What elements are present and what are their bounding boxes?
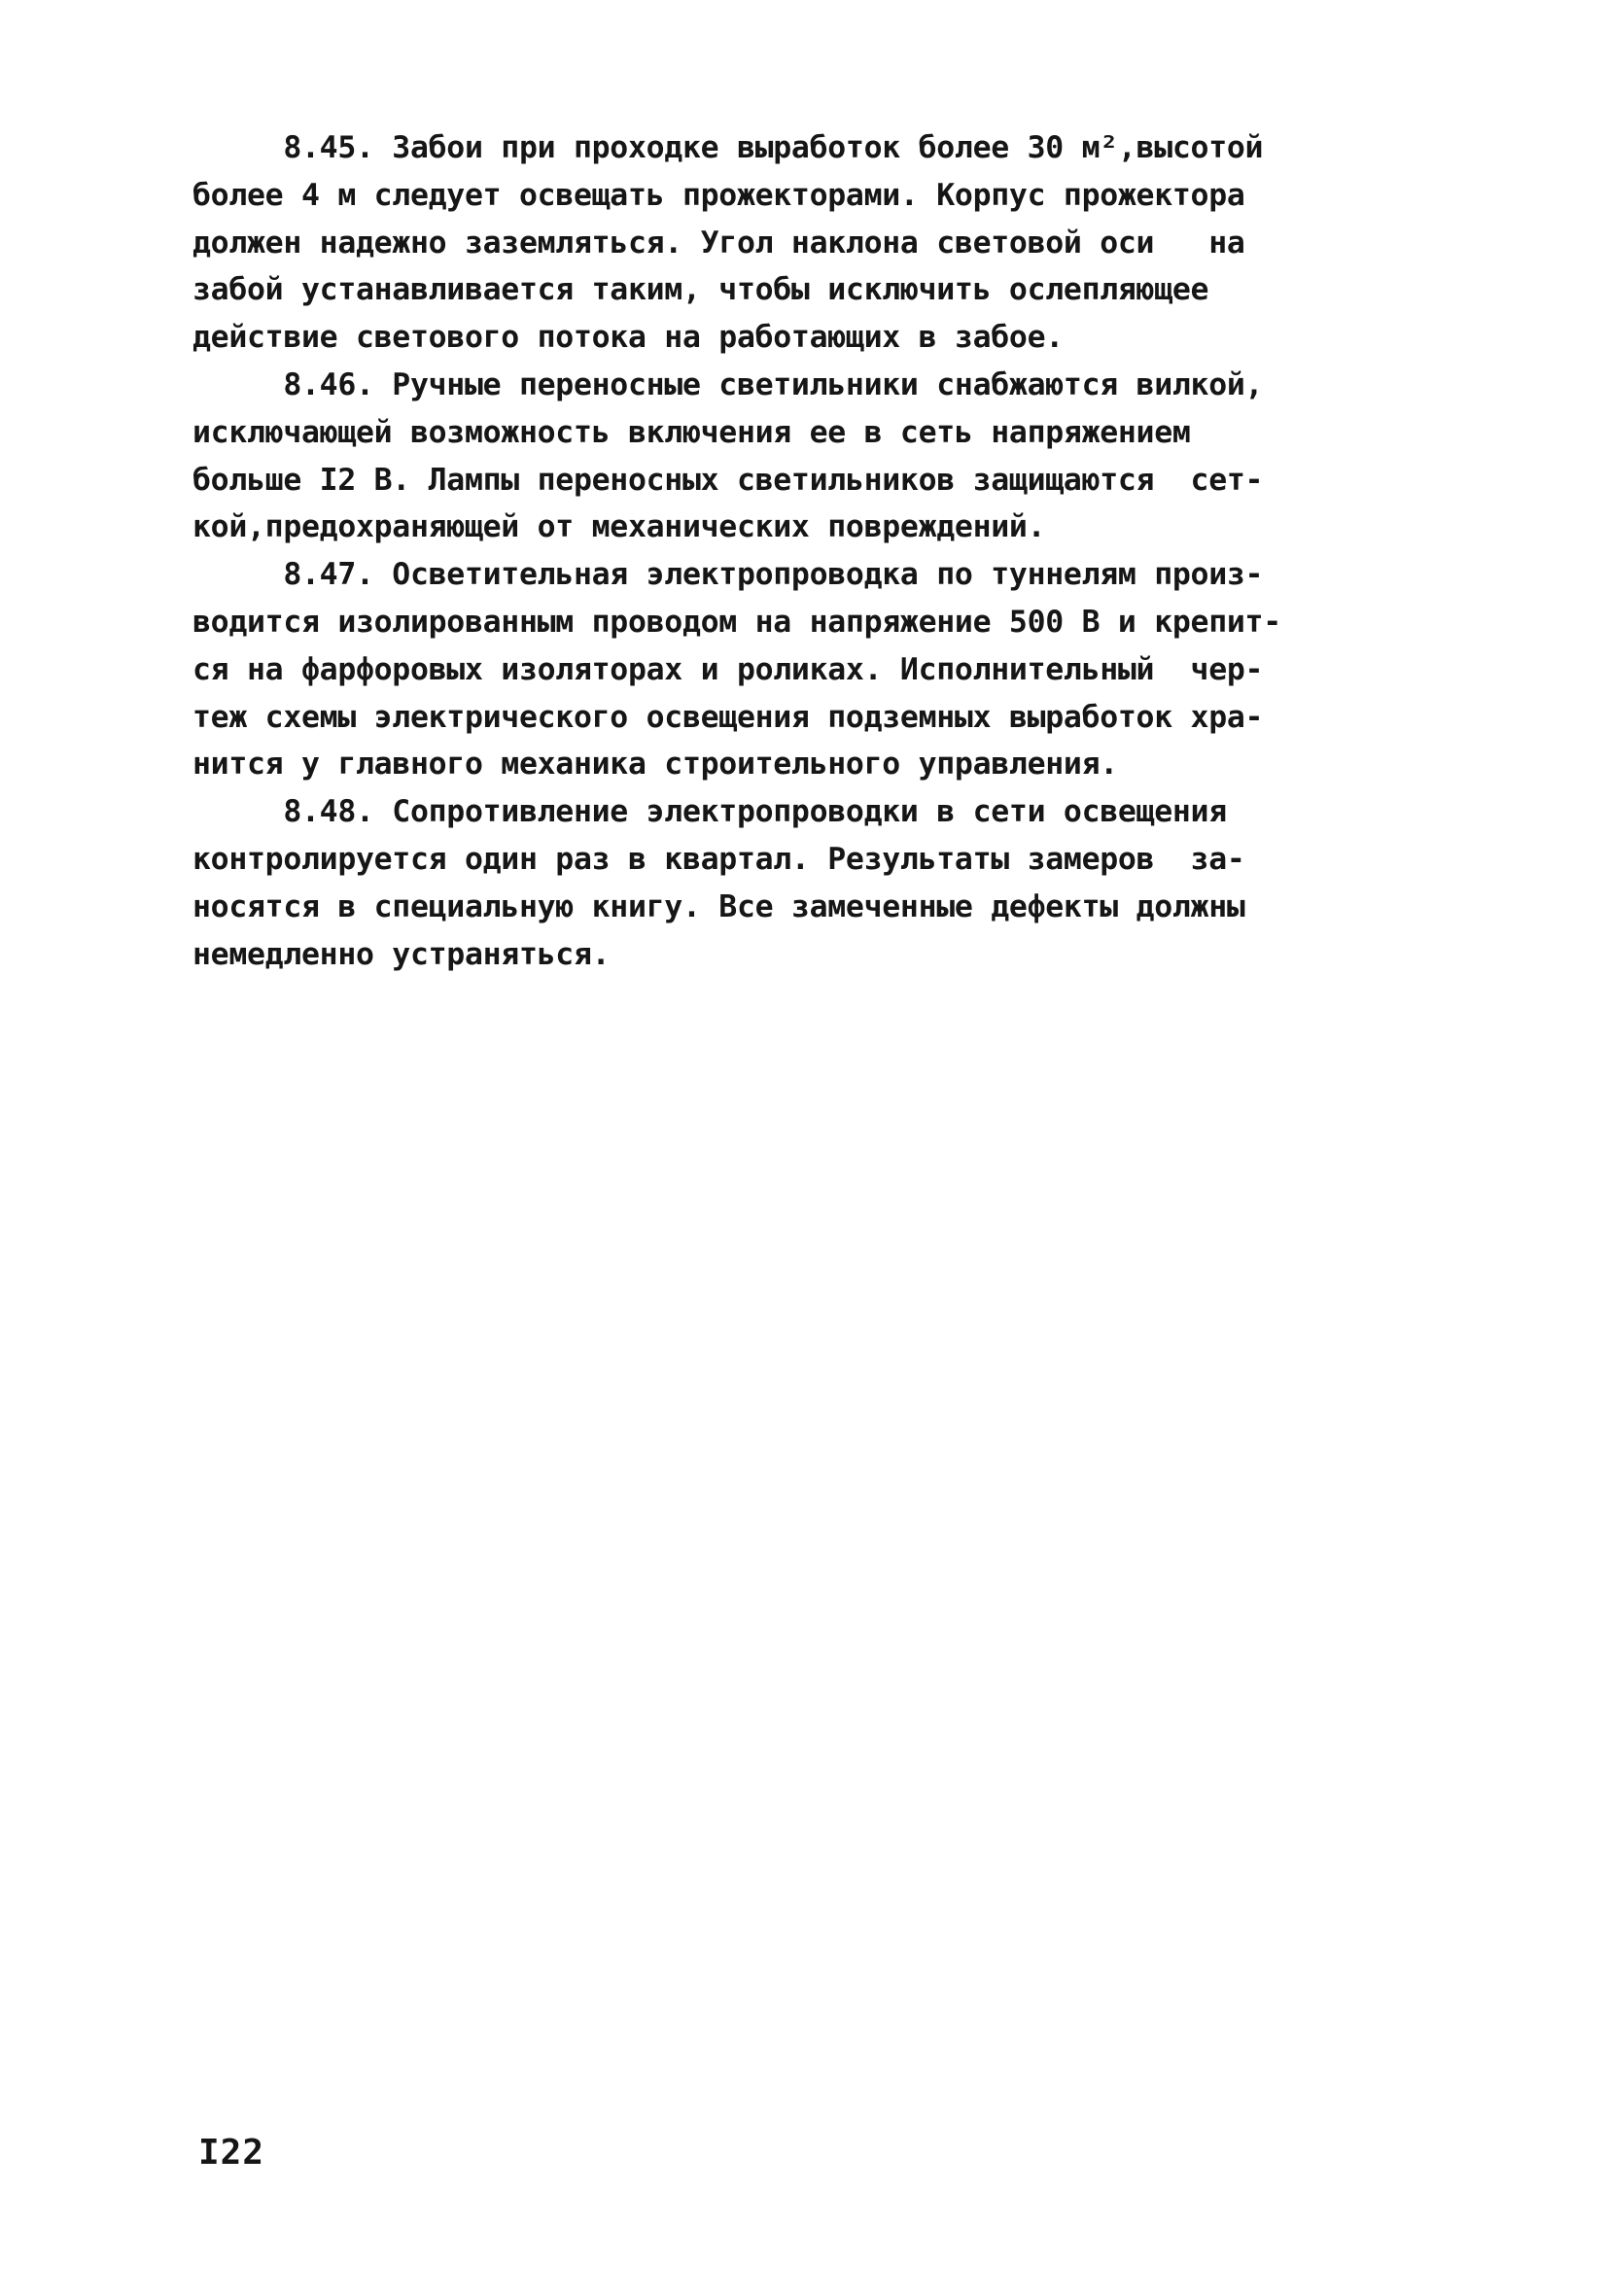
text-line: 8.47. Осветительная электропроводка по туннелям произ- (192, 557, 1264, 593)
text-line: кой,предохраняющей от механических повреждений. (192, 509, 1046, 545)
text-line: 8.45. Забои при проходке выработок более 30 м²,высотой (192, 130, 1264, 165)
text-line: ся на фарфоровых изоляторах и роликах. Исполнительный чер- (192, 651, 1264, 687)
paragraph-8-48 (192, 788, 1388, 978)
text-line: носятся в специальную книгу. Все замеченные дефекты должны (192, 888, 1245, 924)
text-line: 8.46. Ручные переносные светильники снабжаются вилкой, (192, 366, 1264, 402)
paragraph-8-46 (192, 362, 1388, 551)
text-line: больше I2 В. Лампы переносных светильников защищаются сет- (192, 462, 1264, 498)
text-line: 8.48. Сопротивление электропроводки в сети освещения (192, 794, 1227, 830)
text-line: водится изолированным проводом на напряжение 500 В и крепит- (192, 604, 1281, 640)
text-line: забой устанавливается таким, чтобы исключить ослепляющее (192, 272, 1209, 308)
text-line: должен надежно заземляться. Угол наклона световой оси на (192, 225, 1245, 261)
text-line: действие светового потока на работающих в забое. (192, 320, 1064, 356)
text-line: нится у главного механика строительного управления. (192, 747, 1118, 783)
page-number: I22 (198, 2133, 265, 2173)
paragraph-8-47 (192, 551, 1388, 788)
text-line: исключающей возможность включения ее в сеть напряжением (192, 414, 1191, 450)
body-text (192, 124, 1388, 978)
text-line: более 4 м следует освещать прожекторами. Корпус прожектора (192, 177, 1245, 213)
paragraph-8-45 (192, 124, 1388, 362)
text-line: контролируется один раз в квартал. Результаты замеров за- (192, 841, 1245, 877)
text-line: немедленно устраняться. (192, 936, 611, 972)
text-line: теж схемы электрического освещения подземных выработок хра- (192, 699, 1264, 735)
